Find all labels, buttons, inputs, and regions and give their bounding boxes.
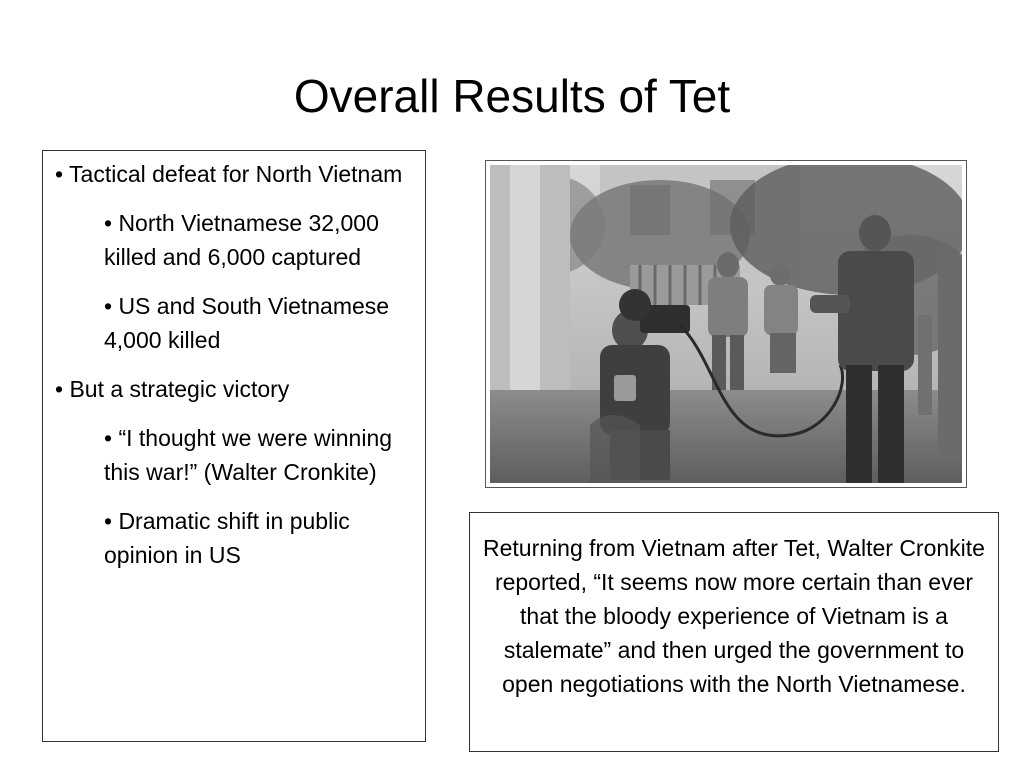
bullet-strategic-victory: • But a strategic victory xyxy=(55,376,290,402)
sub-bullet-cronkite-quote: • “I thought we were winning this war!” (Walter Cronkite) xyxy=(104,425,393,485)
sub-bullet-us-sv-casualties: • US and South Vietnamese 4,000 killed xyxy=(104,293,390,353)
photo-frame xyxy=(485,160,967,488)
sub-bullet-public-opinion: • Dramatic shift in public opinion in US xyxy=(104,508,350,568)
photograph-icon xyxy=(490,165,962,483)
sub-bullet-nv-casualties: • North Vietnamese 32,000 killed and 6,000 captured xyxy=(104,210,379,270)
slide-title: Overall Results of Tet xyxy=(293,70,731,122)
bullet-list-box xyxy=(42,150,426,742)
cronkite-quote-text: Returning from Vietnam after Tet, Walter Cronkite reported, “It seems now more certain than ever that the bloody experience of Vietnam is a stalemate” and then urged the government to open negotiations with the North Vietnamese. xyxy=(483,535,985,697)
cronkite-quote-box xyxy=(469,512,999,752)
bullet-tactical-defeat: • Tactical defeat for North Vietnam xyxy=(55,161,403,187)
